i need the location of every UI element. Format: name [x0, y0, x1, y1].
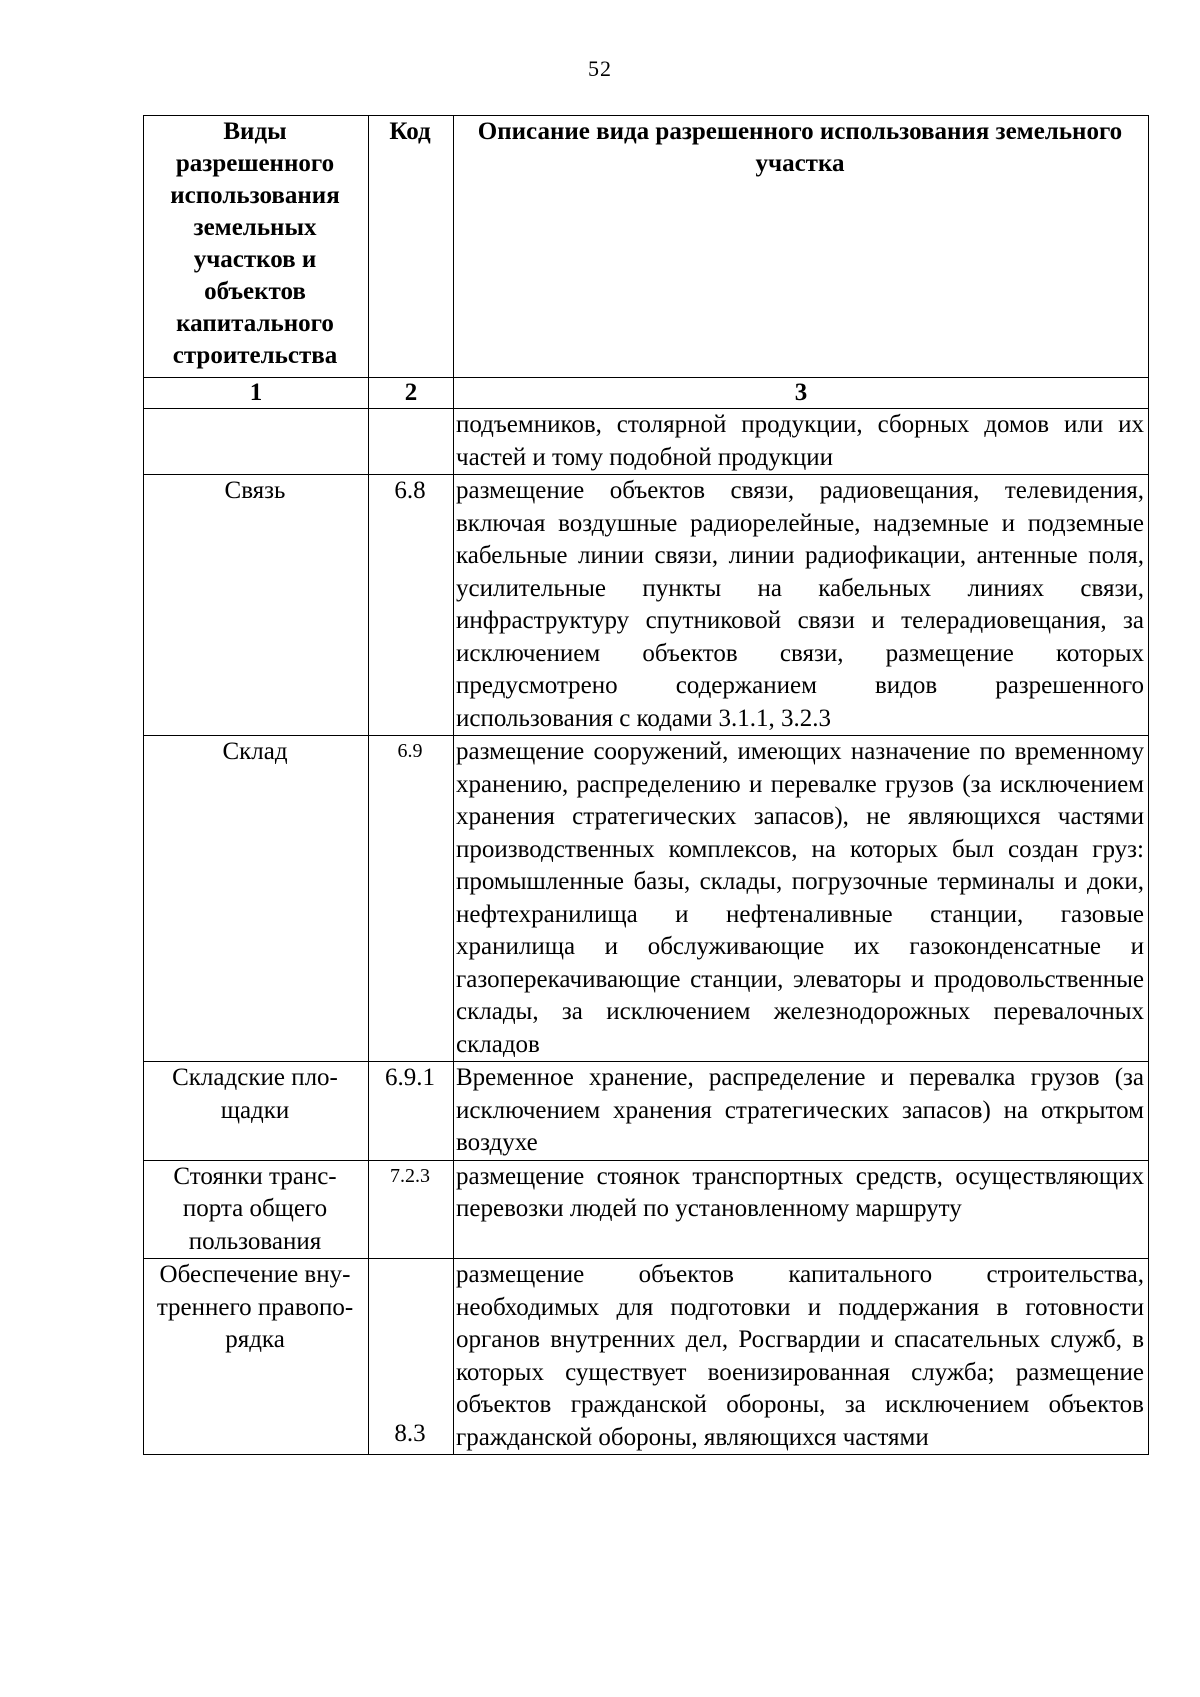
row-code: [369, 409, 454, 475]
table-row: [144, 1160, 1149, 1259]
row-description: размещение сооружений, имеющих назначение по временному хранению, распределению и перевалке грузов (за исключением хранения стратегических запасов), не являющихся частями производственных комплексов, на которых был создан груз: промышленные базы, склады, погрузочные терминалы и доки, нефтехранилища и нефтеналивные станции, газовые хранилища и обслуживающие их газоконденсатные и газоперекачивающие станции, элеваторы и продовольственные склады, за исключением железнодорожных перевалочных складов: [454, 736, 1149, 1062]
row-code: 8.3: [369, 1259, 454, 1455]
row-name: Обеспечение вну-треннего правопо-рядка: [144, 1259, 369, 1455]
row-name: [144, 409, 369, 475]
row-code: 6.8: [369, 475, 454, 736]
row-description: размещение объектов капитального строительства, необходимых для подготовки и поддержания в готовности органов внутренних дел, Росгвардии и спасательных служб, в которых существует военизированная служба; размещение объектов гражданской обороны, за исключением объектов гражданской обороны, являющихся частями: [454, 1259, 1149, 1455]
header-code: Код: [369, 116, 454, 378]
row-code: 6.9.1: [369, 1062, 454, 1161]
row-name: Стоянки транс-порта общего пользования: [144, 1160, 369, 1259]
land-use-table: [143, 115, 1149, 1455]
header-description: Описание вида разрешенного использования земельного участка: [454, 116, 1149, 378]
table-row: [144, 409, 1149, 475]
table-row: [144, 1259, 1149, 1455]
row-description: Временное хранение, распределение и перевалка грузов (за исключением хранения стратегических запасов) на открытом воздухе: [454, 1062, 1149, 1161]
row-name: Склад: [144, 736, 369, 1062]
row-name: Складские пло-щадки: [144, 1062, 369, 1161]
page-number: 52: [588, 56, 612, 81]
table-row: [144, 1062, 1149, 1161]
column-number-row: [144, 378, 1149, 409]
row-description: размещение стоянок транспортных средств, осуществляющих перевозки людей по установленному маршруту: [454, 1160, 1149, 1259]
table-row: [144, 736, 1149, 1062]
row-code: 6.9: [369, 736, 454, 1062]
table-row: [144, 475, 1149, 736]
column-number-1: 1: [144, 378, 369, 409]
row-code: 7.2.3: [369, 1160, 454, 1259]
row-description: подъемников, столярной продукции, сборных домов или их частей и тому подобной продукции: [454, 409, 1149, 475]
row-description: размещение объектов связи, радиовещания, телевидения, включая воздушные радиорелейные, надземные и подземные кабельные линии связи, линии радиофикации, антенные поля, усилительные пункты на кабельных линиях связи, инфраструктуру спутниковой связи и телерадиовещания, за исключением объектов связи, размещение которых предусмотрено содержанием видов разрешенного использования с кодами 3.1.1, 3.2.3: [454, 475, 1149, 736]
column-number-2: 2: [369, 378, 454, 409]
header-land-use-type: Виды разрешенного использования земельных участков и объектов капитального строительства: [144, 116, 369, 378]
column-number-3: 3: [454, 378, 1149, 409]
table-header-row: [144, 116, 1149, 378]
row-name: Связь: [144, 475, 369, 736]
